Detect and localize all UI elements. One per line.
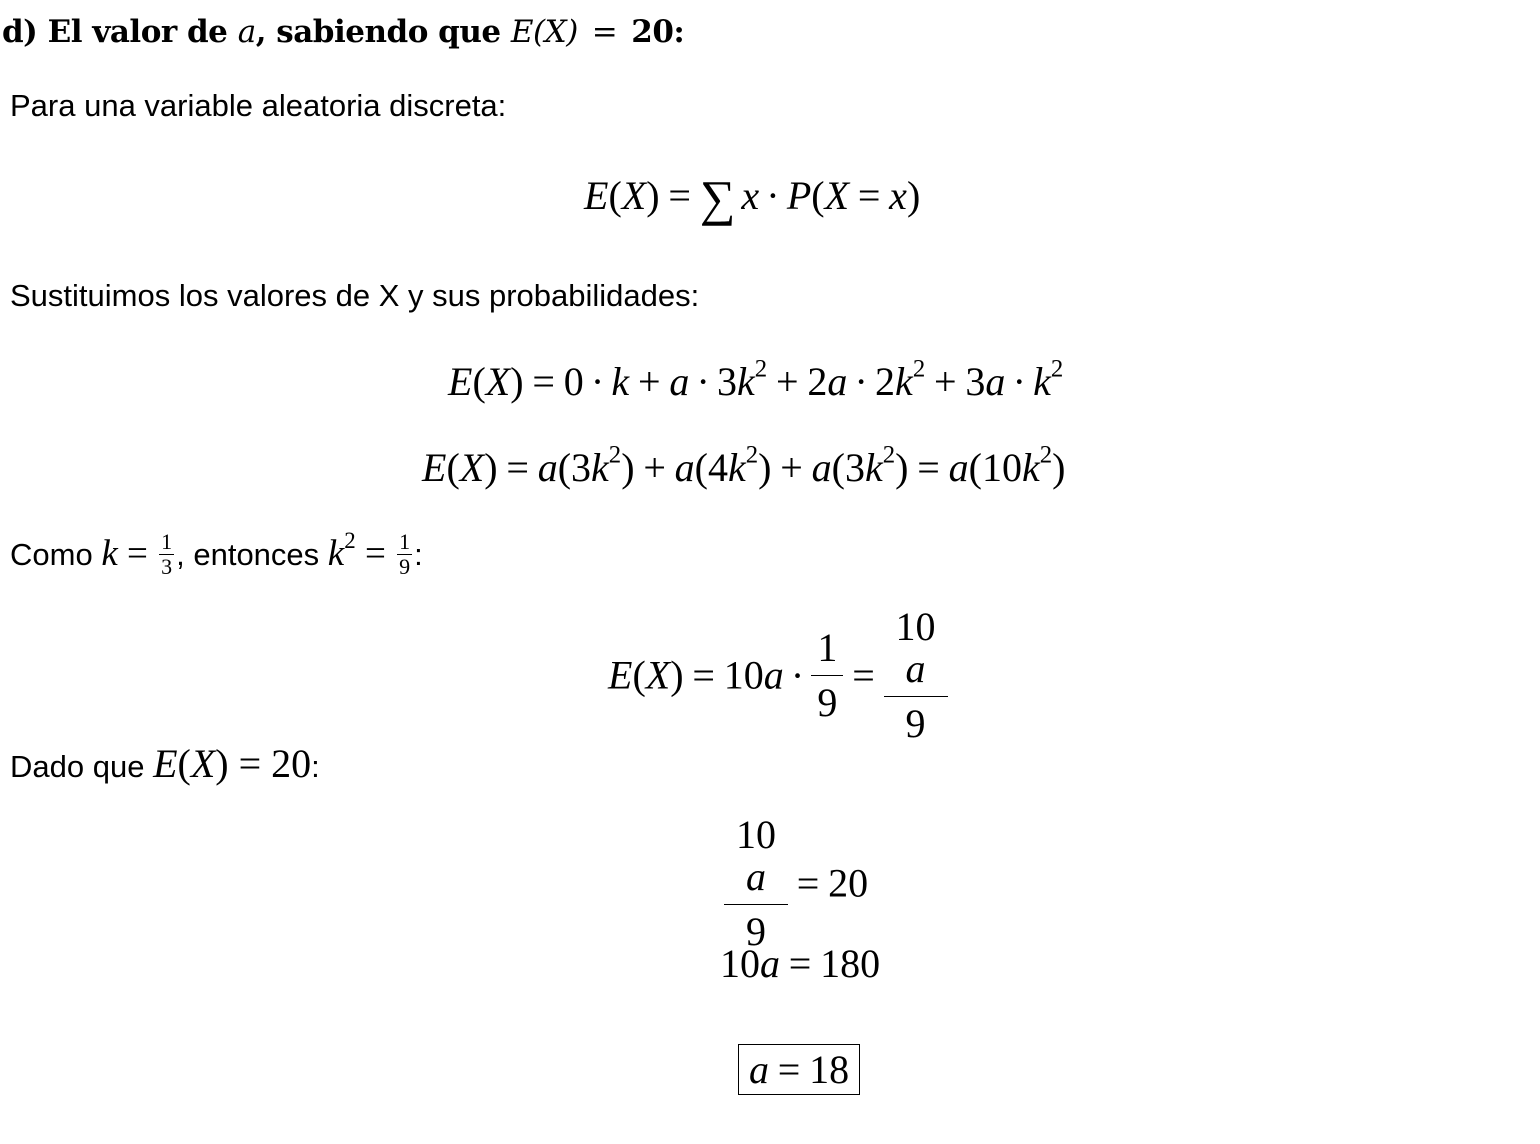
- formula-expectation-definition: E(X) = ∑ x · P(X = x): [584, 170, 921, 226]
- formula-expansion-2: $E(X) = a(3k^2) + a(4k^2) + a(3k^2) = a(10k^2)$: [422, 441, 1066, 490]
- heading-expression: E(X): [510, 14, 578, 50]
- substitute-text: Sustituimos los valores de X y sus probabilidades:: [10, 278, 700, 313]
- dado-que-text: Dado que: [10, 749, 154, 784]
- entonces-text: , entonces: [176, 537, 328, 572]
- heading-equals: =: [591, 14, 618, 50]
- formula-equation: 10 a 9 = 20: [724, 818, 868, 957]
- como-line: Como k = $\frac{1}{3}$ , entonces $k^2$ = $\frac{1}{9}$ :: [10, 527, 423, 580]
- k-squared-math: $k^2$ = $\frac{1}{9}$: [327, 527, 411, 580]
- formula-expansion-1: $E(X) = 0 \cdot k + a \cdot 3k^2 + 2a \cdot 2k^2 + 3a \cdot k^2$: [448, 355, 1064, 404]
- heading-variable-a: a: [237, 14, 256, 50]
- formula-answer-boxed: a = 18: [738, 1046, 860, 1093]
- heading-middle: , sabiendo que: [255, 14, 511, 50]
- formula-step: 10a = 180: [720, 941, 881, 986]
- formula-ex-result: E(X) = 10a · $\frac{1}{9}$ = 10 a 9: [608, 610, 948, 749]
- heading-value: 20:: [631, 14, 685, 50]
- como-text: Como: [10, 537, 102, 572]
- k-value-math: k = $\frac{1}{3}$: [101, 529, 173, 580]
- dado-que-line: Dado que E(X) = 20:: [10, 741, 320, 786]
- para-discrete-text: Para una variable aleatoria discreta:: [10, 88, 507, 123]
- heading-prefix: d) El valor de: [2, 14, 238, 50]
- section-heading: [2, 14, 684, 50]
- given-math: E(X) = 20: [153, 741, 312, 786]
